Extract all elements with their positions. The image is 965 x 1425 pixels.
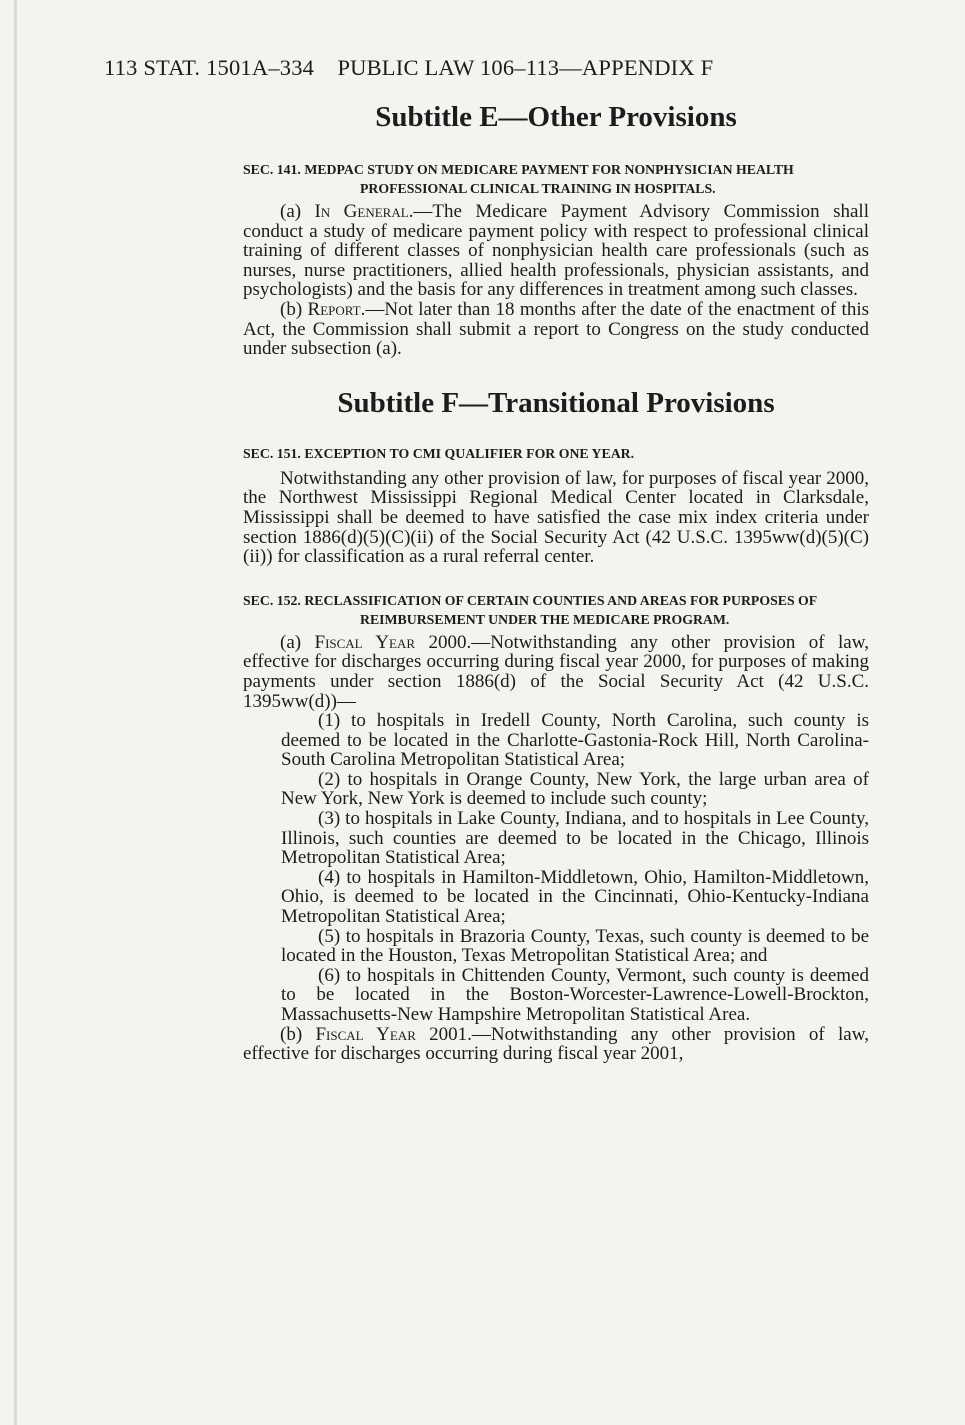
sec-152-paragraph-3: (3) to hospitals in Lake County, Indiana, and to hospitals in Lee County, Illinois, such counties are deemed to be located in the Chicago, Illinois Metropolitan Statistical Area; bbox=[281, 808, 869, 869]
subsection-caption: Fiscal Year 2001 bbox=[315, 1023, 468, 1045]
subtitle-f-heading: Subtitle F—Transitional Provisions bbox=[337, 386, 775, 419]
subsection-caption: Fiscal Year 2000 bbox=[314, 631, 467, 653]
running-head bbox=[104, 55, 713, 81]
sec-152-paragraph-5: (5) to hospitals in Brazoria County, Texas, such county is deemed to be located in the Houston, Texas Metropolitan Statistical Area; and bbox=[281, 925, 869, 967]
subsection-caption: Report bbox=[307, 298, 361, 320]
sec-152-paragraph-2: (2) to hospitals in Orange County, New York, the large urban area of New York, New York is deemed to include such county; bbox=[281, 768, 869, 810]
sec-151-heading: SEC. 151. EXCEPTION TO CMI QUALIFIER FOR ONE YEAR. bbox=[243, 445, 635, 461]
page-edge-shadow bbox=[14, 0, 17, 1425]
sec-141-heading: SEC. 141. MEDPAC STUDY ON MEDICARE PAYMENT FOR NONPHYSICIAN HEALTH PROFESSIONAL CLINICAL TRAINING IN HOSPITALS. bbox=[243, 162, 794, 196]
subsection-caption: In General bbox=[314, 201, 409, 222]
sec-152-heading: SEC. 152. RECLASSIFICATION OF CERTAIN COUNTIES AND AREAS FOR PURPOSES OF REIMBURSEMENT UNDER THE MEDICARE PROGRAM. bbox=[243, 592, 817, 627]
stat-citation: 113 STAT. 1501A–334 bbox=[104, 55, 315, 80]
sec-141-subsection-a: (a) In General.—The Medicare Payment Advisory Commission shall conduct a study of medicare payment policy with respect to professional clinical training of different classes of nonphysician health care professionals (such as nurses, nurse practitioners, allied health professionals, physician assistants, and psychologists) and the basis for any differences in treatment among such classes. bbox=[243, 201, 869, 301]
sec-152-paragraph-4: (4) to hospitals in Hamilton-Middletown, Ohio, Hamilton-Middletown, Ohio, is deemed to be located in the Cincinnati, Ohio-Kentucky-Indiana Metropolitan Statistical Area; bbox=[281, 866, 869, 928]
sec-152-paragraph-1: (1) to hospitals in Iredell County, North Carolina, such county is deemed to be located in the Charlotte-Gastonia-Rock Hill, North Carolina-South Carolina Metropolitan Statistical Area; bbox=[281, 710, 869, 771]
sec-152-paragraph-6: (6) to hospitals in Chittenden County, Vermont, such county is deemed to be located in the Boston-Worcester-Lawrence-Lowell-Brockton, Massachusetts-New Hampshire Metropolitan Statistical Area. bbox=[281, 964, 869, 1025]
page-body bbox=[243, 98, 869, 1064]
sec-141-subsection-b: (b) Report.—Not later than 18 months after the date of the enactment of this Act, the Commission shall submit a report to Congress on the study conducted under subsection (a). bbox=[243, 298, 869, 360]
subtitle-e-heading: Subtitle E—Other Provisions bbox=[375, 101, 737, 133]
sec-152-subsection-b: (b) Fiscal Year 2001.—Notwithstanding any other provision of law, effective for discharges occurring during fiscal year 2001, bbox=[243, 1023, 869, 1065]
sec-152-subsection-a: (a) Fiscal Year 2000.—Notwithstanding any other provision of law, effective for discharges occurring during fiscal year 2000, for purposes of making payments under section 1886(d) of the Social Security Act (42 U.S.C. 1395ww(d))— bbox=[243, 631, 869, 712]
sec-151-text: Notwithstanding any other provision of law, for purposes of fiscal year 2000, the Northwest Mississippi Regional Medical Center located in Clarksdale, Mississippi shall be deemed to have satisfied the case mix index criteria under section 1886(d)(5)(C)(ii) of the Social Security Act (42 U.S.C. 1395ww(d)(5)(C)(ii)) for classification as a rural referral center. bbox=[243, 467, 869, 568]
law-title: PUBLIC LAW 106–113—APPENDIX F bbox=[337, 55, 714, 80]
